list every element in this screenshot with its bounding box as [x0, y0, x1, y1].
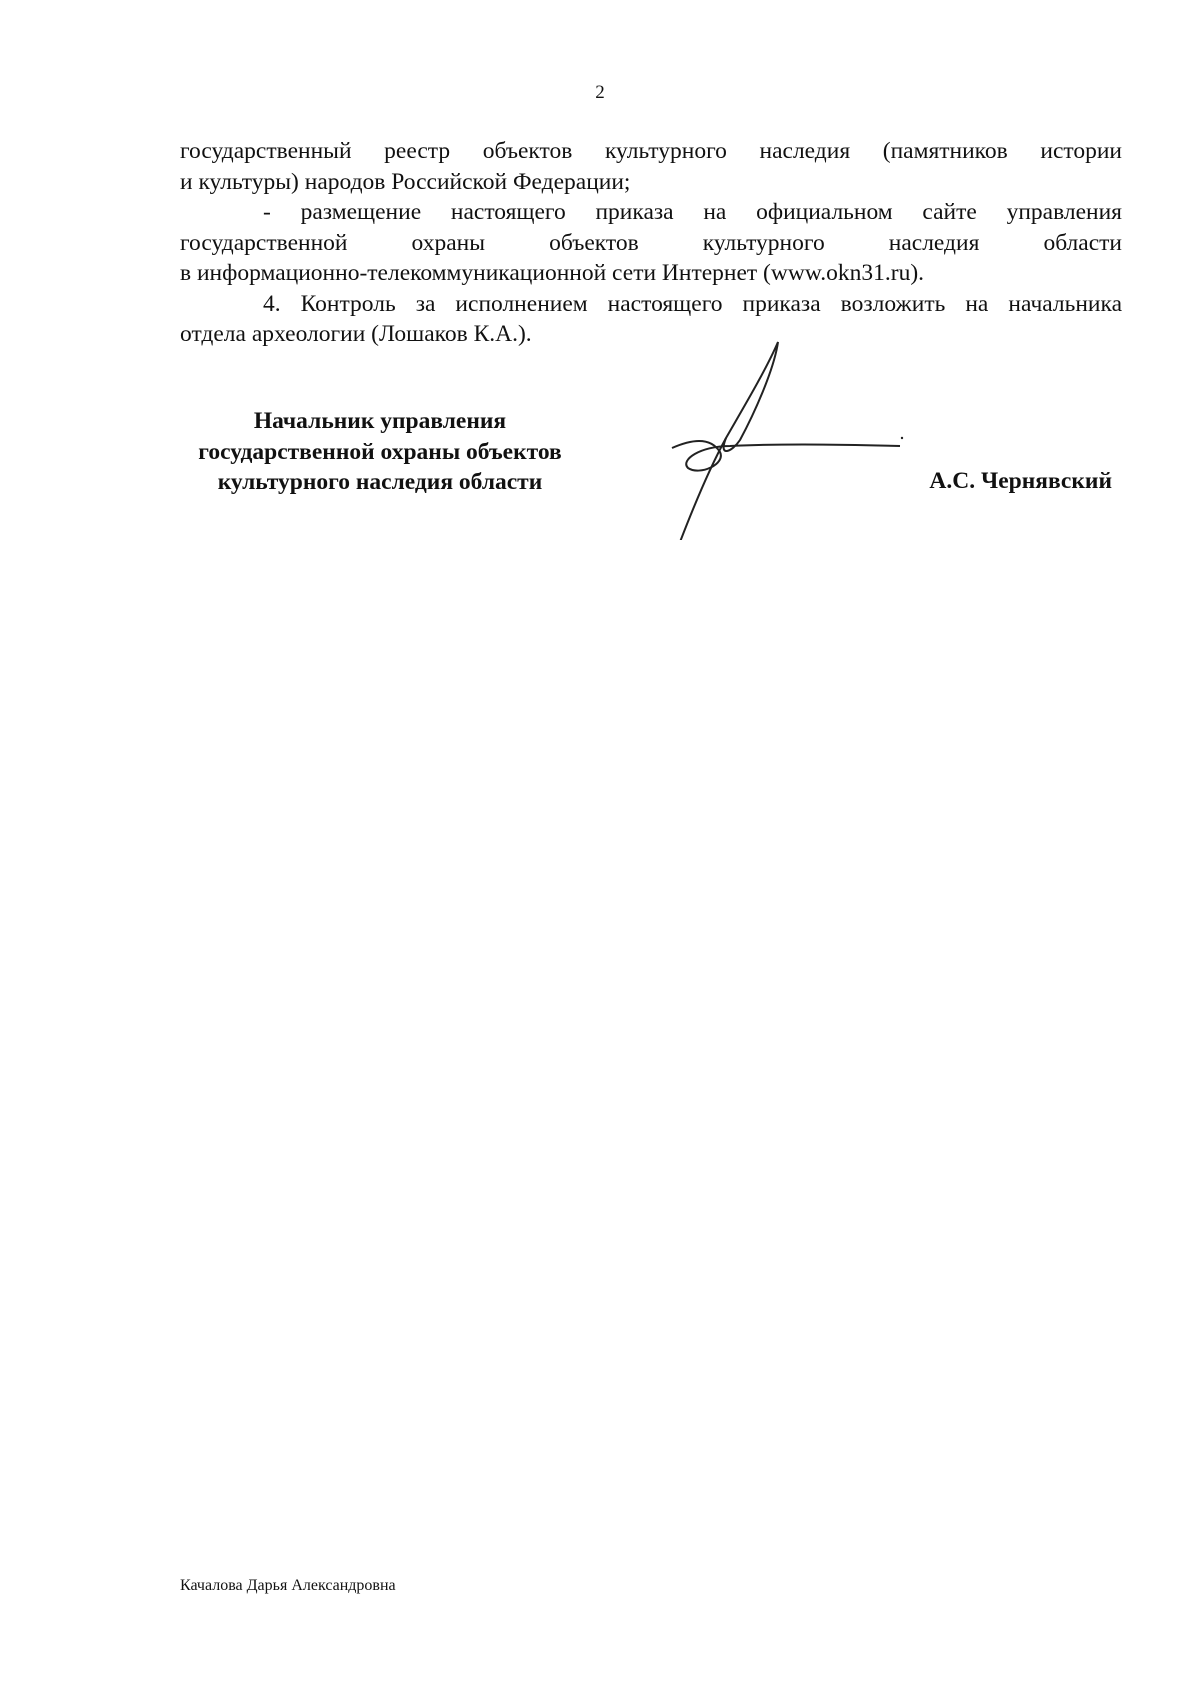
executor-name: Качалова Дарья Александровна — [180, 1577, 396, 1594]
signer-title-line-3: культурного наследия области — [217, 469, 543, 495]
signer-title-line-1: Начальник управления — [253, 408, 507, 434]
handwritten-signature-icon — [670, 340, 930, 540]
paragraph-registry-line-1: государственный реестр объектов культурного наследия (памятников истории — [180, 138, 1122, 164]
signer-name: А.С. Чернявский — [929, 468, 1112, 494]
paragraph-registry-line-2: и культуры) народов Российской Федерации; — [180, 168, 631, 195]
paragraph-publication-line-3: в информационно-телекоммуникационной сети Интернет (www.okn31.ru). — [180, 260, 925, 286]
page-number: 2 — [595, 82, 605, 103]
paragraph-publication-line-2: государственной охраны объектов культурного наследия области — [180, 229, 1122, 256]
document-body — [180, 136, 1122, 350]
signer-position-title — [160, 406, 600, 498]
paragraph-control-line-2: отдела археологии (Лошаков К.А.). — [180, 321, 532, 347]
signer-title-line-2: государственной охраны объектов — [198, 438, 562, 465]
paragraph-publication-line-1: - размещение настоящего приказа на официальном сайте управления — [263, 199, 1122, 225]
paragraph-control-line-1: 4. Контроль за исполнением настоящего приказа возложить на начальника — [263, 290, 1122, 317]
